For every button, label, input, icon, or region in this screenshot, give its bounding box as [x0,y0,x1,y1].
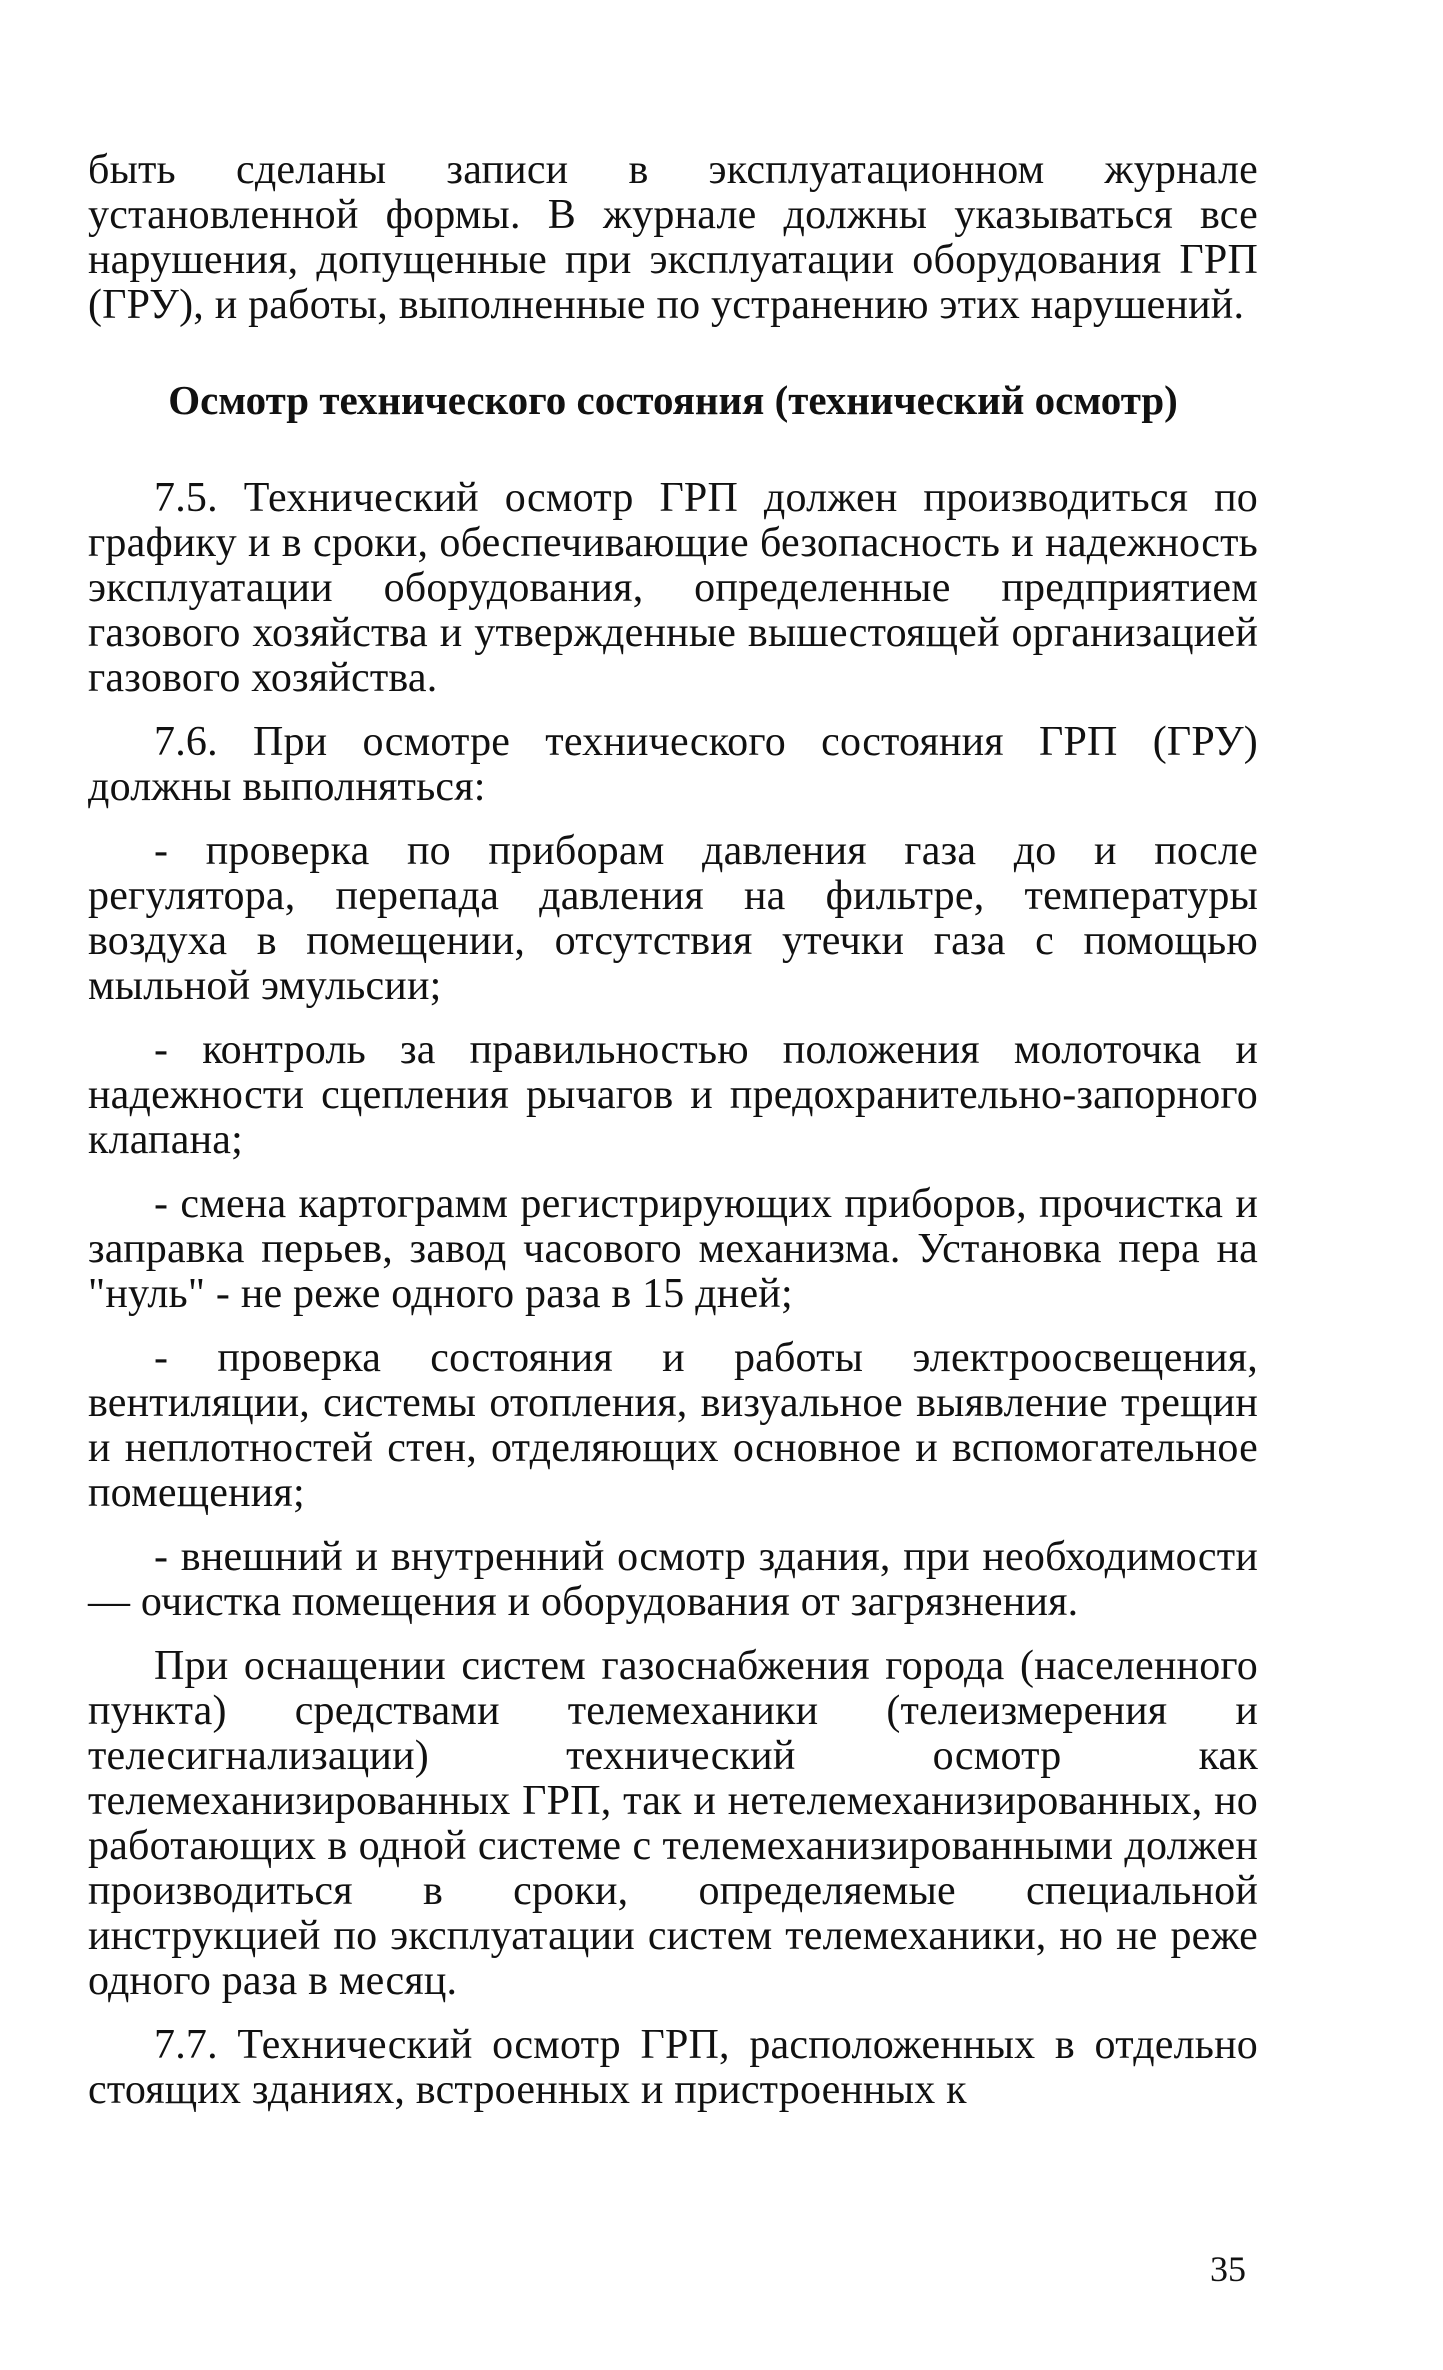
page-body [88,148,1258,2132]
page-number: 35 [1210,2249,1246,2289]
section-heading: Осмотр технического состояния (технический осмотр) [168,377,1178,423]
list-item-pressure-check: - проверка по приборам давления газа до и после регулятора, перепада давления на фильтре, температуры воздуха в помещении, отсутствия утечки газа с помощью мыльной эмульсии; [88,828,1258,1009]
list-item-chart-replacement: - смена картограмм регистрирующих приборов, прочистка и заправка перьев, завод часового механизма. Установка пера на "нуль" - не реже одного раза в 15 дней; [88,1181,1258,1317]
paragraph-telemechanics: При оснащении систем газоснабжения города (населенного пункта) средствами телемеханики (телеизмерения и телесигнализации) технический осмотр как телемеханизированных ГРП, так и нетелемеханизированных, но работающих в одной системе с телемеханизированными должен производиться в сроки, определяемые специальной инструкцией по эксплуатации систем телемеханики, но не реже одного раза в месяц. [88,1643,1258,2004]
list-item-hammer-control: - контроль за правильностью положения молоточка и надежности сцепления рычагов и предохранительно-запорного клапана; [88,1027,1258,1163]
paragraph-continuation: быть сделаны записи в эксплуатационном журнале установленной формы. В журнале должны указываться все нарушения, допущенные при эксплуатации оборудования ГРП (ГРУ), и работы, выполненные по устранению этих нарушений. [88,147,1258,328]
list-item-lighting-check: - проверка состояния и работы электроосвещения, вентиляции, системы отопления, визуальное выявление трещин и неплотностей стен, отделяющих основное и вспомогательное помещения; [88,1335,1258,1516]
paragraph-7-7: 7.7. Технический осмотр ГРП, расположенных в отдельно стоящих зданиях, встроенных и пристроенных к [88,2022,1258,2113]
paragraph-7-5: 7.5. Технический осмотр ГРП должен производиться по графику и в сроки, обеспечивающие безопасность и надежность эксплуатации оборудования, определенные предприятием газового хозяйства и утвержденные вышестоящей организацией газового хозяйства. [88,475,1258,701]
list-item-building-inspection: - внешний и внутренний осмотр здания, при необходимости — очистка помещения и оборудования от загрязнения. [88,1534,1258,1625]
paragraph-7-6: 7.6. При осмотре технического состояния ГРП (ГРУ) должны выполняться: [88,719,1258,810]
